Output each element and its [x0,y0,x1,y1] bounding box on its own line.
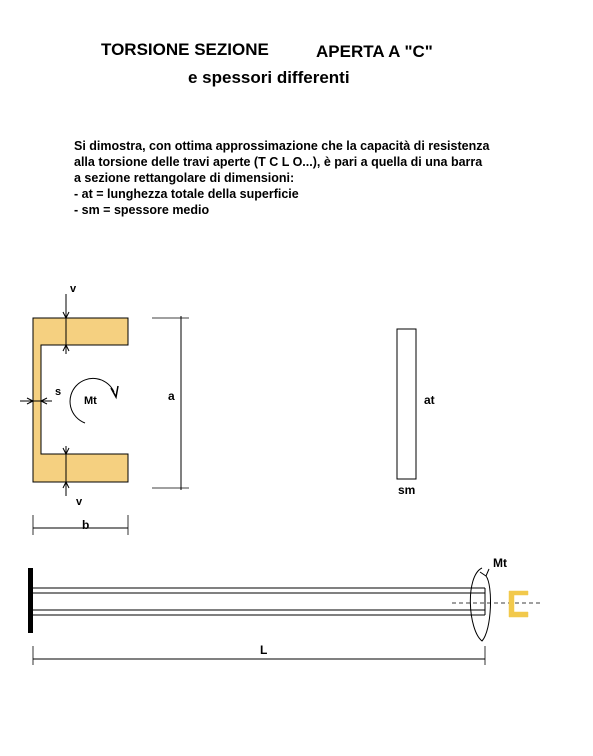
label-v-bottom: v [76,496,83,508]
description-line-5: - sm = spessore medio [74,203,210,217]
label-s: s [55,386,62,398]
label-L: L [260,643,268,657]
description-line-1: Si dimostra, con ottima approssimazione che la capacità di resistenza [74,139,490,153]
label-mt-section: Mt [84,395,97,407]
c-section-shape [33,318,128,482]
description-line-2: alla torsione delle travi aperte (T C L O...), è pari a quella di una barra [74,155,483,169]
label-at: at [424,393,435,407]
label-sm: sm [398,483,416,497]
equivalent-rectangle [397,329,416,479]
label-mt-beam: Mt [493,556,507,570]
end-c-section [509,591,528,617]
beam-mt-arrowhead [480,569,489,576]
label-b: b [82,518,90,532]
label-a: a [168,389,175,403]
description-line-4: - at = lunghezza totale della superficie [74,187,299,201]
description-line-3: a sezione rettangolare di dimensioni: [74,171,295,185]
title-part-1: TORSIONE SEZIONE [101,40,269,59]
label-v-top: v [70,283,77,295]
beam-mt-ellipse [470,568,490,641]
fixed-support [28,568,33,633]
title-line-2: e spessori differenti [188,68,350,87]
title-part-2: APERTA A "C" [316,42,433,61]
